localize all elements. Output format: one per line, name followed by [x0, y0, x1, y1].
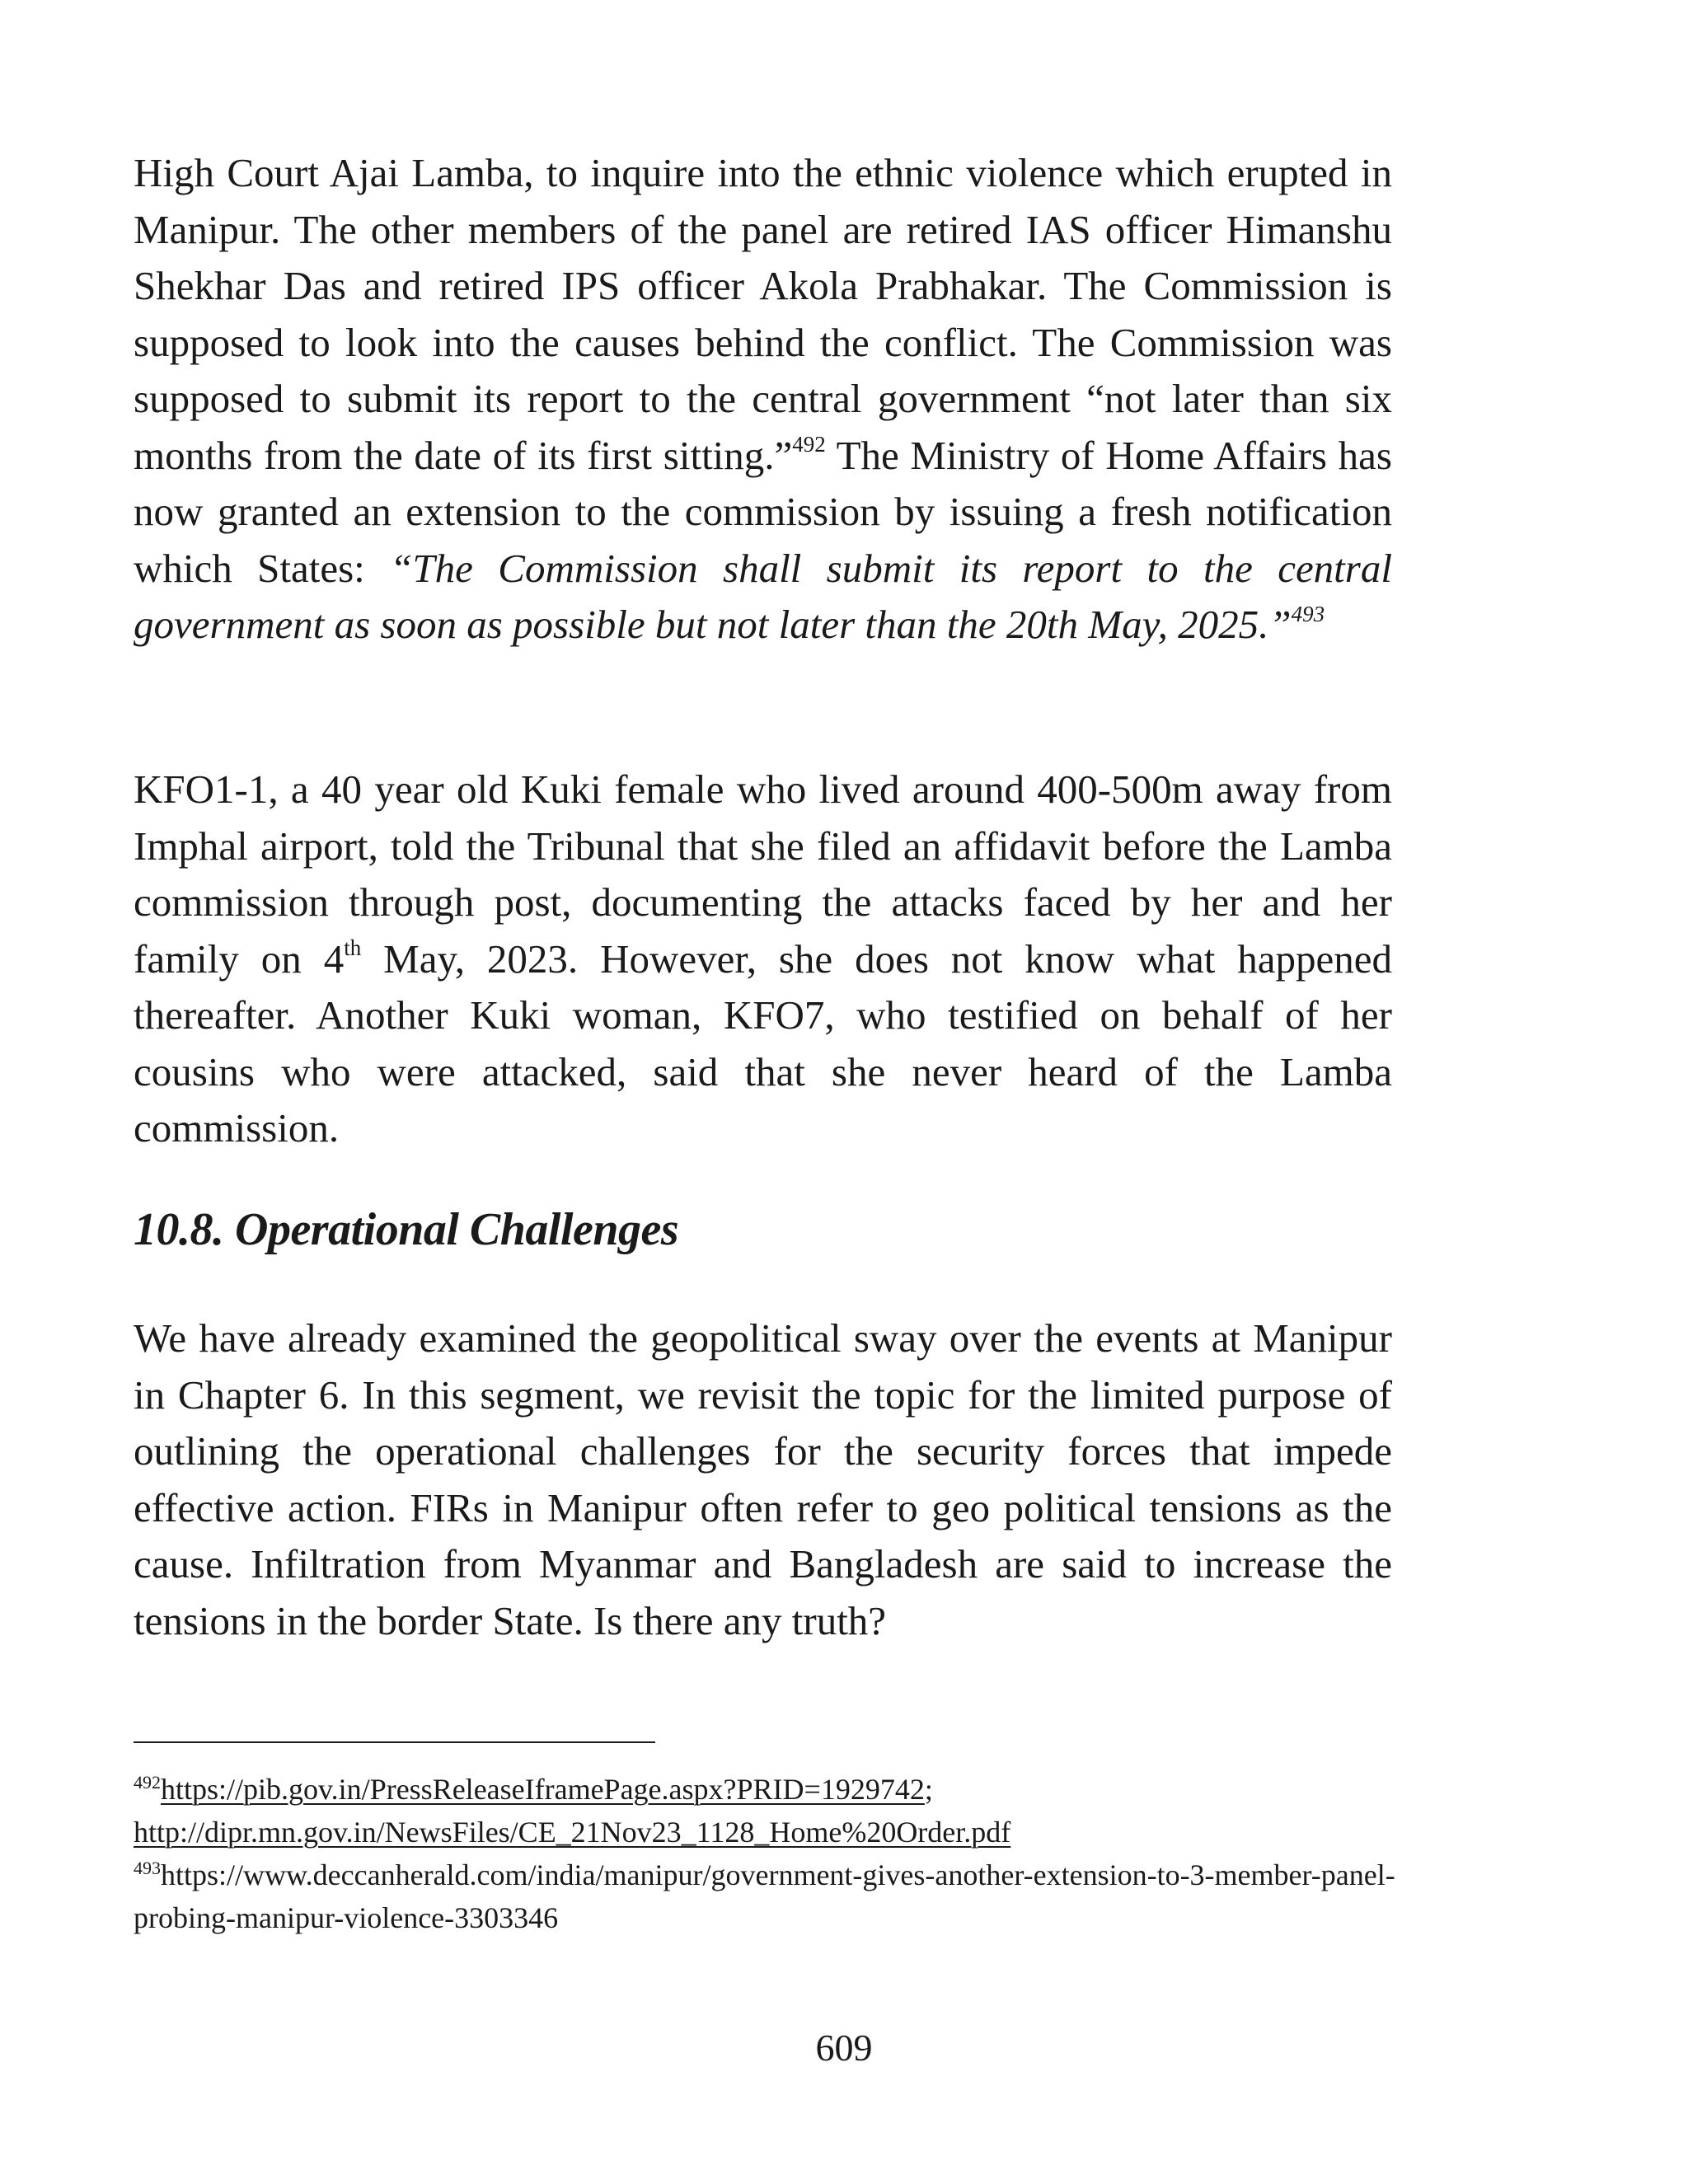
ordinal-superscript: th: [344, 935, 362, 961]
footnotes-section: [134, 1768, 1403, 1939]
paragraph-text: The Ministry of Home Affairs has now granted an extension to the commission by issuing a fresh notification which States:: [134, 432, 1392, 591]
notification-quote: “The Commission shall submit its report to the central government as soon as possible but not later than the 20th May, 2025.”: [134, 545, 1392, 647]
footnote-number: 492: [134, 1772, 161, 1793]
footnote-link[interactable]: http://dipr.mn.gov.in/NewsFiles/CE_21Nov23_1128_Home%20Order.pdf: [134, 1816, 1011, 1849]
page-number: 609: [815, 2027, 873, 2069]
paragraph-text: We have already examined the geopolitical sway over the events at Manipur in Chapter 6. In this segment, we revisit the topic for the limited purpose of outlining the operational challenges for the security forces that impede effective action. FIRs in Manipur often refer to geo political tensions as the cause. Infiltration from Myanmar and Bangladesh are said to increase the tensions in the border State. Is there any truth?: [134, 1315, 1392, 1643]
body-paragraph: [134, 1310, 1392, 1649]
footnote-link[interactable]: https://pib.gov.in/PressReleaseIframePage.aspx?PRID=1929742: [161, 1773, 925, 1806]
paragraph-text: KFO1-1, a 40 year old Kuki female who lived around 400-500m away from Imphal airport, told the Tribunal that she filed an affidavit before the Lamba commission through post, documenting the attacks faced by her and her family on 4: [134, 766, 1392, 982]
footnote-divider: [134, 1741, 655, 1743]
footnote-text: https://www.deccanherald.com/india/manipur/government-gives-another-extension-to-3-member-panel-probing-manipur-violence-3303346: [134, 1858, 1395, 1934]
footnote-492: [134, 1768, 1403, 1854]
footnote-reference[interactable]: 493: [1291, 601, 1325, 626]
footnote-number: 493: [134, 1858, 161, 1878]
footnote-reference[interactable]: 492: [792, 432, 826, 457]
footnote-separator: ;: [924, 1773, 933, 1806]
paragraph-text: High Court Ajai Lamba, to inquire into the ethnic violence which erupted in Manipur. The other members of the panel are retired IAS officer Himanshu Shekhar Das and retired IPS officer Akola Prabhakar. The Commission is supposed to look into the causes behind the conflict. The Commission was supposed to submit its report to the central government “not later than six months from the date of its first sitting.”: [134, 150, 1392, 478]
body-paragraph: [134, 762, 1392, 1157]
body-paragraph: [134, 145, 1392, 654]
section-heading: 10.8. Operational Challenges: [134, 1204, 679, 1255]
footnote-493: [134, 1854, 1403, 1939]
paragraph-text: May, 2023. However, she does not know what happened thereafter. Another Kuki woman, KFO7, who testified on behalf of her cousins who were attacked, said that she never heard of the Lamba commission.: [134, 935, 1392, 1151]
